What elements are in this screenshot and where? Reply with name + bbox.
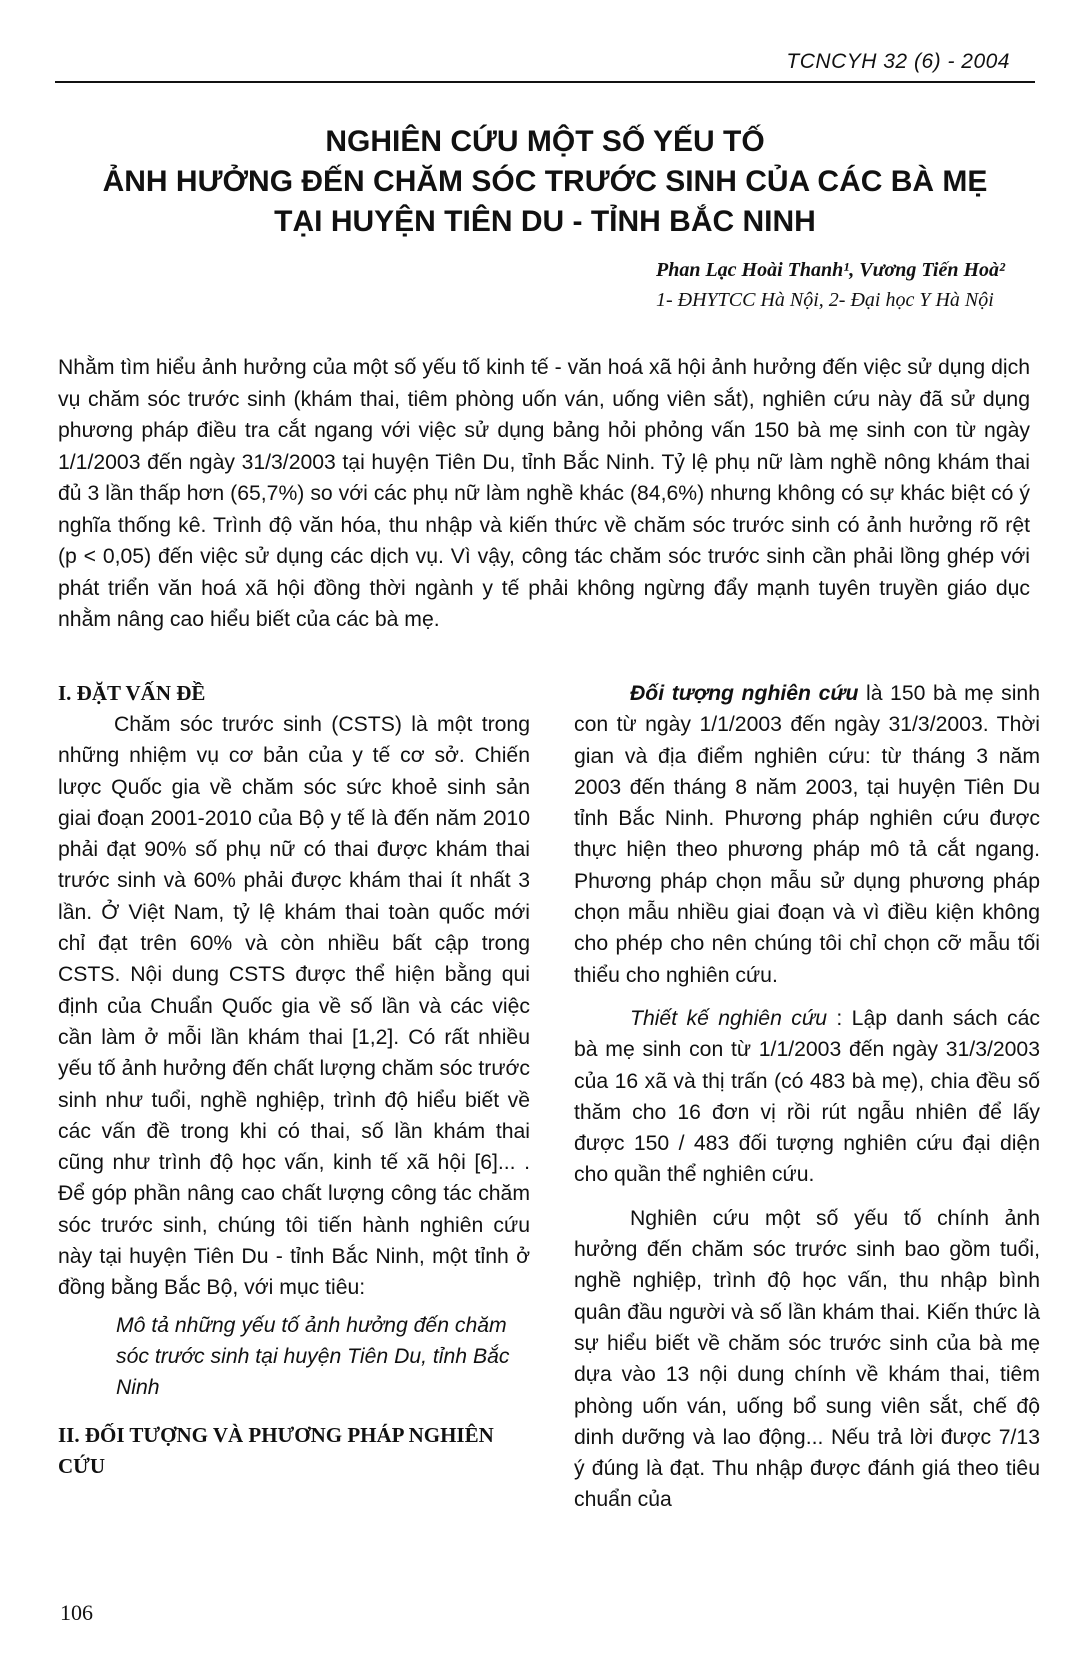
study-design-lead: Thiết kế nghiên cứu [630,1006,828,1030]
research-objective: Mô tả những yếu tố ảnh hưởng đến chăm sóc trước sinh tại huyện Tiên Du, tỉnh Bắc Ninh [116,1313,510,1400]
study-subjects-paragraph [574,678,1040,991]
author-block [656,255,1005,315]
factors-paragraph: Nghiên cứu một số yếu tố chính ảnh hưởng đến chăm sóc trước sinh bao gồm tuổi, nghề nghiệp, trình độ học vấn, thu nhập bình quân đầu người và số lần khám thai. Kiến thức là sự hiểu biết về chăm sóc trước sinh của bà mẹ dựa vào 13 nội dung chính về khám thai, tiêm phòng uốn ván, uống bổ sung viên sắt, chế độ dinh dưỡng và lao động... Nếu trả lời được 7/13 ý đúng là đạt. Thu nhập được đánh giá theo tiêu chuẩn của [574,1206,1040,1512]
right-column [574,678,1040,1516]
paper-title [60,122,1030,242]
journal-header: TCNCYH 32 (6) - 2004 [786,50,1010,73]
abstract: Nhằm tìm hiểu ảnh hưởng của một số yếu tố kinh tế - văn hoá xã hội ảnh hưởng đến việc sử dụng dịch vụ chăm sóc trước sinh (khám thai, tiêm phòng uốn ván, uống viên sắt), nghiên cứu này đã sử dụng phương pháp điều tra cắt ngang với việc sử dụng bảng hỏi phỏng vấn 150 bà mẹ sinh con từ ngày 1/1/2003 đến ngày 31/3/2003 tại huyện Tiên Du, tỉnh Bắc Ninh. Tỷ lệ phụ nữ làm nghề nông khám thai đủ 3 lần thấp hơn (65,7%) so với các phụ nữ làm nghề khác (84,6%) nhưng không có sự khác biệt có ý nghĩa thống kê. Trình độ văn hóa, thu nhập và kiến thức về chăm sóc trước sinh có ảnh hưởng rõ rệt (p < 0,05) đến việc sử dụng các dịch vụ. Vì vậy, công tác chăm sóc trước sinh cần phải lồng ghép với phát triển văn hoá xã hội đồng thời ngành y tế phải không ngừng đẩy mạnh tuyên truyền giáo dục nhằm nâng cao hiểu biết của các bà mẹ. [58,356,1030,631]
study-design-paragraph [574,1003,1040,1191]
page-number: 106 [60,1600,93,1625]
study-subjects-body: là 150 bà mẹ sinh con từ ngày 1/1/2003 đến ngày 31/3/2003. Thời gian và địa điểm nghiên cứu: từ tháng 3 năm 2003 đến tháng 8 năm 2003, tại huyện Tiên Du tỉnh Bắc Ninh. Phương pháp nghiên cứu được thực hiện theo phương pháp mô tả cắt ngang. Phương pháp chọn mẫu sử dụng phương pháp chọn mẫu nhiều giai đoạn và vì điều kiện không cho phép cho nên chúng tôi chỉ chọn cỡ mẫu tối thiểu cho nghiên cứu. [574,682,1040,987]
title-line-2: ẢNH HƯỞNG ĐẾN CHĂM SÓC TRƯỚC SINH CỦA CÁC BÀ MẸ [102,165,988,198]
section-heading-2: II. ĐỐI TƯỢNG VÀ PHƯƠNG PHÁP NGHIÊN CỨU [58,1422,494,1478]
section-heading-1: I. ĐẶT VẤN ĐỀ [58,681,206,705]
section1-body: Chăm sóc trước sinh (CSTS) là một trong những nhiệm vụ cơ bản của y tế cơ sở. Chiến lược Quốc gia về chăm sóc sức khoẻ sinh sản giai đoạn 2001-2010 của Bộ y tế là đến năm 2010 phải đạt 90% số phụ nữ có thai được khám thai trước sinh và 60% phải được khám thai ít nhất 3 lần. Ở Việt Nam, tỷ lệ khám thai toàn quốc mới chỉ đạt trên 60% và còn nhiều bất cập trong CSTS. Nội dung CSTS được thể hiện bằng qui định của Chuẩn Quốc gia về số lần và các việc cần làm ở mỗi lần khám thai [1,2]. Có rất nhiều yếu tố ảnh hưởng đến chất lượng chăm sóc trước sinh như tuổi, nghề nghiệp, trình độ hiểu biết về các vấn đề trong khi có thai, số lần khám thai cũng như trình độ học vấn, kinh tế xã hội [6]... . Để góp phần nâng cao chất lượng công tác chăm sóc trước sinh, chúng tôi tiến hành nghiên cứu này tại huyện Tiên Du - tỉnh Bắc Ninh, một tỉnh ở đồng bằng Bắc Bộ, với mục tiêu: [58,713,530,1300]
study-subjects-lead: Đối tượng nghiên cứu [630,682,859,705]
title-line-3: TẠI HUYỆN TIÊN DU - TỈNH BẮC NINH [274,205,816,238]
author-affiliations: 1- ĐHYTCC Hà Nội, 2- Đại học Y Hà Nội [655,289,994,311]
title-line-1: NGHIÊN CỨU MỘT SỐ YẾU TỐ [325,125,765,158]
study-design-body: : Lập danh sách các bà mẹ sinh con từ 1/1/2003 đến ngày 31/3/2003 của 16 xã và thị trấn (có 483 bà mẹ), chia đều số thăm cho 16 đơn vị rồi rút ngẫu nhiên để lấy được 150 / 483 đối tượng nghiên cứu đại diện cho quần thể nghiên cứu. [574,1006,1040,1187]
header-rule [55,81,1035,83]
left-column [58,678,530,1482]
author-names: Phan Lạc Hoài Thanh¹, Vương Tiến Hoà² [655,259,1005,281]
